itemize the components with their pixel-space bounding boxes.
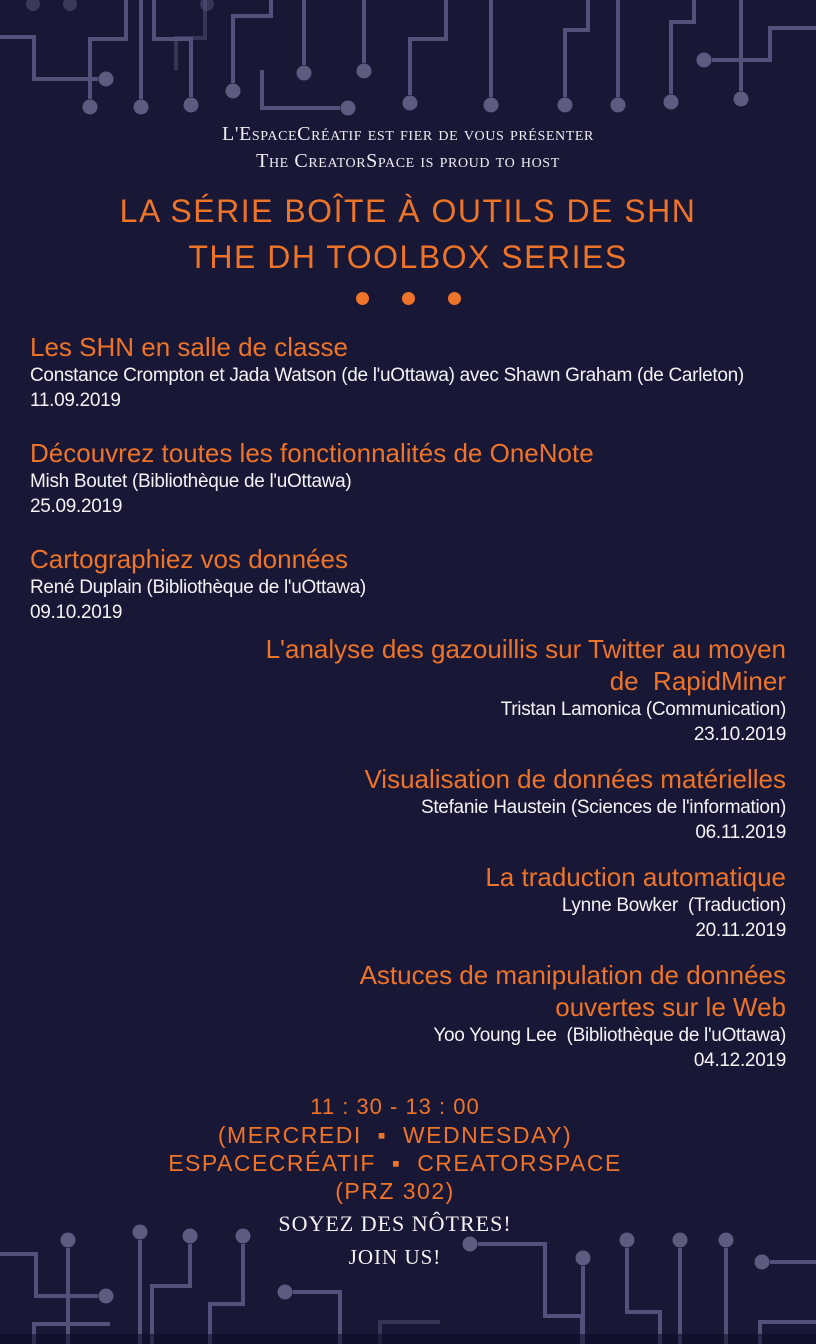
poster-title-en: THE DH TOOLBOX SERIES [188, 239, 628, 275]
event-speaker: Mish Boutet (Bibliothèque de l'uOttawa) [30, 471, 352, 492]
event-date: 25.09.2019 [30, 496, 123, 517]
event-list [0, 331, 816, 1073]
event-speaker: René Duplain (Bibliothèque de l'uOttawa) [30, 577, 366, 598]
event-speaker: Stefanie Haustein (Sciences de l'information) [420, 797, 786, 818]
footer-day: (MERCREDI ▪ WEDNESDAY) [217, 1122, 573, 1148]
event-title: Astuces de manipulation de données ouvertes sur le Web [359, 960, 794, 1022]
event-speaker: Constance Crompton et Jada Watson (de l'uOttawa) avec Shawn Graham (de Carleton) [30, 365, 744, 386]
event-date: 23.10.2019 [693, 724, 786, 745]
footer-time: 11 : 30 - 13 : 00 [310, 1094, 480, 1119]
poster-title-fr: LA SÉRIE BOÎTE À OUTILS DE SHN [119, 193, 697, 229]
event-item [30, 633, 794, 747]
event-item [30, 543, 786, 625]
cta-line-fr: SOYEZ DES NÔTRES! [278, 1211, 512, 1236]
separator-dot-icon [356, 292, 369, 305]
cta-line-en: JOIN US! [348, 1245, 442, 1269]
event-speaker: Tristan Lamonica (Communication) [500, 699, 786, 720]
footer-details [0, 1093, 816, 1270]
event-title: Découvrez toutes les fonctionnalités de OneNote [30, 438, 594, 468]
intro-lines [0, 0, 816, 175]
dots-separator [0, 292, 816, 305]
event-speaker: Yoo Young Lee (Bibliothèque de l'uOttawa) [433, 1025, 786, 1046]
event-date: 09.10.2019 [30, 602, 123, 623]
separator-dot-icon [402, 292, 415, 305]
intro-line-en: The CreatorSpace is proud to host [256, 150, 560, 172]
event-title: Les SHN en salle de classe [30, 332, 348, 362]
event-title: L'analyse des gazouillis sur Twitter au moyen de RapidMiner [265, 634, 794, 696]
event-item [30, 437, 786, 519]
footer-location: ESPACECRÉATIF ▪ CREATORSPACE [168, 1150, 622, 1176]
event-item [30, 959, 794, 1073]
event-title: Cartographiez vos données [30, 544, 348, 574]
event-title: Visualisation de données matérielles [364, 764, 786, 794]
event-date: 11.09.2019 [30, 390, 121, 411]
footer-room: (PRZ 302) [335, 1178, 455, 1204]
event-speaker: Lynne Bowker (Traduction) [561, 895, 786, 916]
event-item [30, 861, 786, 943]
event-item [30, 331, 786, 413]
event-date: 06.11.2019 [695, 822, 786, 843]
event-title: La traduction automatique [485, 862, 786, 892]
intro-line-fr: L'EspaceCréatif est fier de vous présenter [222, 123, 594, 145]
event-date: 20.11.2019 [695, 920, 786, 941]
event-date: 04.12.2019 [693, 1050, 786, 1071]
event-item [30, 763, 786, 845]
poster-title [0, 188, 816, 280]
separator-dot-icon [448, 292, 461, 305]
